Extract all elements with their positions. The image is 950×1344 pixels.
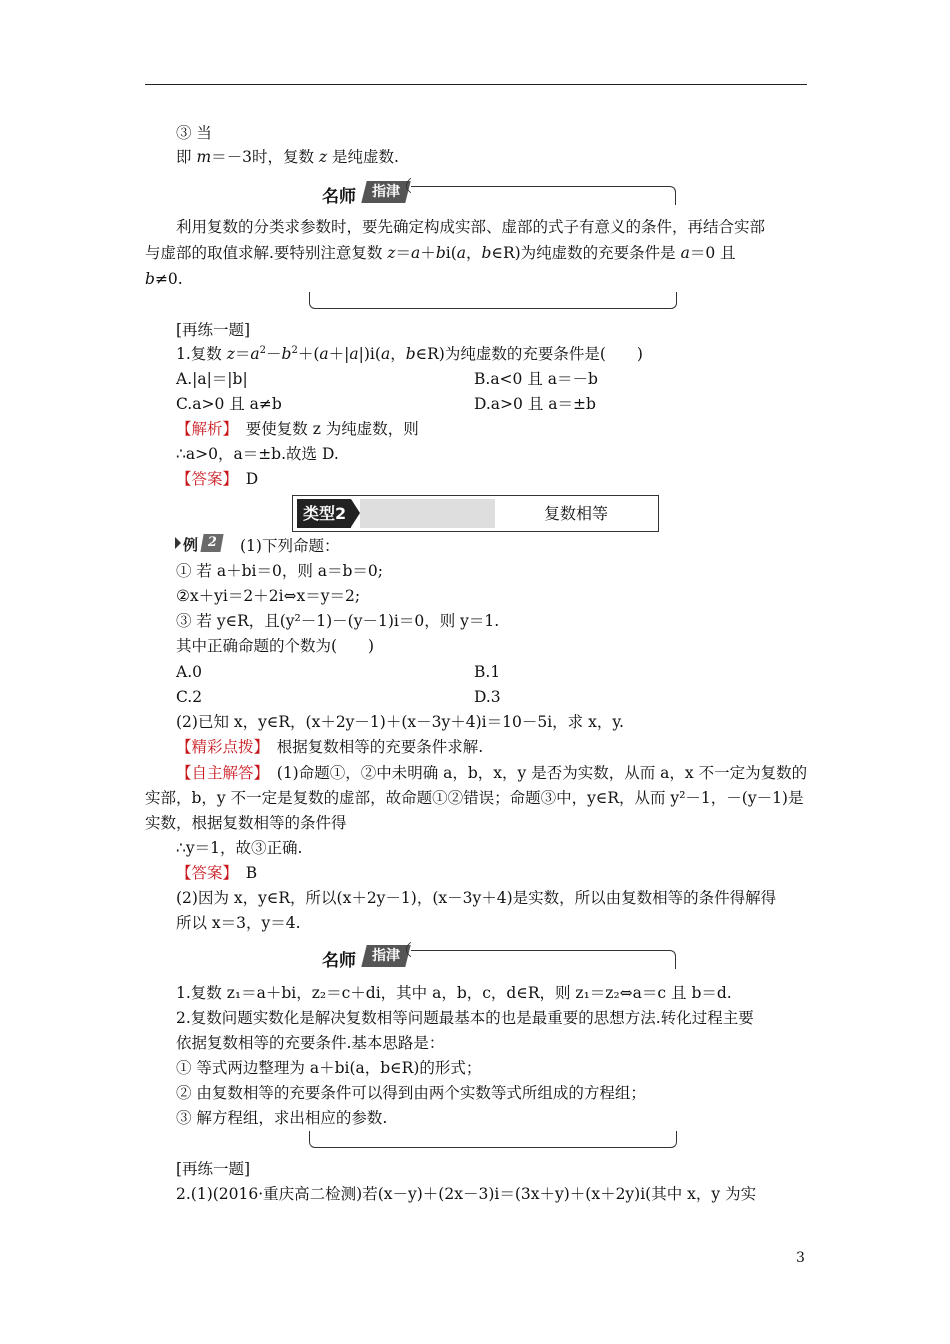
type-section-header: 类型2 复数相等 bbox=[292, 495, 659, 532]
note2-bracket-top bbox=[411, 950, 676, 969]
note2-line5: ② 由复数相等的充要条件可以得到由两个实数等式所组成的方程组； bbox=[176, 1084, 646, 1102]
note-bracket-bottom bbox=[309, 292, 677, 309]
note2-line3: 依据复数相等的充要条件.基本思路是： bbox=[176, 1034, 445, 1052]
ex-option-a: A.0 bbox=[176, 663, 202, 681]
mingshi-badge: 名师 指津 bbox=[318, 181, 408, 205]
option-c: C.a>0 且 a≠b bbox=[176, 395, 282, 413]
note2-line2: 2.复数问题实数化是解决复数相等问题最基本的也是最重要的思想方法.转化过程主要 bbox=[176, 1009, 754, 1027]
note1-line3: b≠0. bbox=[145, 270, 183, 288]
analysis-line: 【解析】 要使复数 z 为纯虚数，则 bbox=[176, 420, 419, 438]
question-2: (2)已知 x，y∈R，(x＋2y－1)＋(x－3y＋4)i＝10－5i，求 x，y. bbox=[176, 713, 624, 731]
page-number: 3 bbox=[796, 1250, 805, 1266]
therefore-line: ∴a>0，a＝±b.故选 D. bbox=[176, 445, 339, 463]
note1-line2: 与虚部的取值求解.要特别注意复数 z＝a＋bi(a，b∈R)为纯虚数的充要条件是 a＝0 且 bbox=[145, 244, 736, 262]
example-question: (1)下列命题： bbox=[240, 537, 340, 555]
note-bracket-top bbox=[411, 186, 676, 205]
solution-line1: 【自主解答】 (1)命题①，②中未明确 a，b，x，y 是否为实数，从而 a，x 不一定为复数的 bbox=[176, 764, 808, 782]
ex-option-b: B.1 bbox=[474, 663, 501, 681]
ex-option-d: D.3 bbox=[474, 688, 501, 706]
note2-line4: ① 等式两边整理为 a＋bi(a，b∈R)的形式； bbox=[176, 1059, 482, 1077]
proposition-2: ②x＋yi＝2＋2i⇔x＝y＝2; bbox=[176, 587, 361, 605]
proposition-3: ③ 若 y∈R，且(y²－1)－(y－1)i＝0，则 y＝1. bbox=[176, 612, 500, 630]
note2-line1: 1.复数 z₁＝a＋bi，z₂＝c＋di，其中 a，b，c，d∈R，则 z₁＝z₂⇔a＝c 且 b＝d. bbox=[176, 984, 732, 1002]
proposition-question: 其中正确命题的个数为( ) bbox=[176, 637, 375, 655]
header-rule bbox=[145, 84, 807, 85]
option-a: A.|a|＝|b| bbox=[176, 370, 248, 388]
practice-heading-2: [再练一题] bbox=[176, 1160, 251, 1178]
solution2-line2: 所以 x＝3，y＝4. bbox=[176, 914, 301, 932]
option-d: D.a>0 且 a＝±b bbox=[474, 395, 596, 413]
ex-option-c: C.2 bbox=[176, 688, 203, 706]
answer-line: 【答案】 D bbox=[176, 470, 259, 488]
case3-line: ③ 当 bbox=[176, 124, 212, 142]
conclusion-line: 即 m＝－3时，复数 z 是纯虚数. bbox=[176, 148, 399, 166]
proposition-1: ① 若 a＋bi＝0，则 a＝b＝0; bbox=[176, 562, 384, 580]
answer-line-2: 【答案】 B bbox=[176, 864, 258, 882]
type-title: 复数相等 bbox=[543, 504, 608, 523]
mingshi-badge-2: 名师 指津 bbox=[318, 945, 408, 969]
solution-line2: 实部，b，y 不一定是复数的虚部，故命题①②错误；命题③中，y∈R，从而 y²－1，－(y－1)是 bbox=[145, 789, 804, 807]
practice-heading: [再练一题] bbox=[176, 321, 251, 339]
note2-line6: ③ 解方程组，求出相应的参数. bbox=[176, 1109, 388, 1127]
note2-bracket-bottom bbox=[309, 1131, 677, 1148]
question1: 1.复数 $z=a^2-b^2+(a+|a|)i(a$，b∈R)为纯虚数的充要条件是( ) bbox=[176, 344, 643, 363]
option-b: B.a<0 且 a＝－b bbox=[474, 370, 598, 388]
question-2-1: 2.(1)(2016·重庆高二检测)若(x－y)＋(2x－3)i＝(3x＋y)＋(x＋2y)i(其中 x，y 为实 bbox=[176, 1185, 757, 1203]
solution2-line1: (2)因为 x，y∈R，所以(x＋2y－1)，(x－3y＋4)是实数，所以由复数相等的条件得解得 bbox=[176, 889, 777, 907]
solution-therefore: ∴y＝1，故③正确. bbox=[176, 839, 303, 857]
note1-line1: 利用复数的分类求参数时，要先确定构成实部、虚部的式子有意义的条件，再结合实部 bbox=[176, 218, 766, 236]
solution-line3: 实数，根据复数相等的条件得 bbox=[145, 814, 347, 832]
hint-line: 【精彩点拨】 根据复数相等的充要条件求解. bbox=[176, 738, 484, 756]
